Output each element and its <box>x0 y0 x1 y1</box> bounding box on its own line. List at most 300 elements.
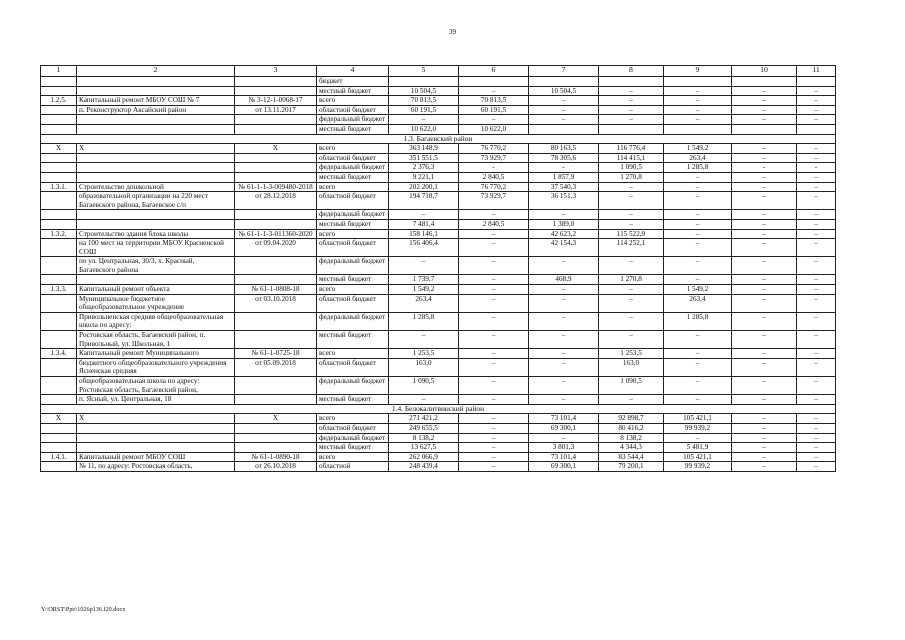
table-cell-col4: местный бюджет <box>317 395 389 405</box>
table-cell-col4: всего <box>317 285 389 295</box>
table-cell-col2: Х <box>77 144 235 154</box>
table-cell-col1 <box>41 294 77 312</box>
table-cell-col8: – <box>599 182 664 192</box>
header-cell: 9 <box>664 66 732 77</box>
table-cell-col5: 194 718,7 <box>389 192 459 210</box>
table-cell-col8: – <box>599 257 664 275</box>
table-cell-col6: – <box>459 423 529 433</box>
table-cell-col8: 4 344,3 <box>599 443 664 453</box>
table-cell-col11: – <box>797 358 836 376</box>
table-cell-col1: Х <box>41 414 77 424</box>
table-row <box>41 395 836 405</box>
table-cell-col10 <box>732 77 797 87</box>
table-cell-col5: 262 066,9 <box>389 452 459 462</box>
table-row <box>41 105 836 115</box>
table-cell-col1 <box>41 257 77 275</box>
table-cell-col2 <box>77 275 235 285</box>
table-cell-col9 <box>664 124 732 134</box>
table-cell-col2 <box>77 163 235 173</box>
table-cell-col11: – <box>797 395 836 405</box>
table-cell-col8: – <box>599 331 664 349</box>
table-cell-col6: – <box>459 377 529 395</box>
table-row <box>41 153 836 163</box>
table-cell-col10: – <box>732 257 797 275</box>
table-cell-col9: – <box>664 257 732 275</box>
table-cell-col1 <box>41 462 77 472</box>
table-cell-col3 <box>235 77 317 87</box>
table-cell-col9: – <box>664 229 732 239</box>
table-row <box>41 294 836 312</box>
table-cell-col11: – <box>797 239 836 257</box>
table-cell-col7: 1 857,9 <box>529 172 599 182</box>
table-row <box>41 443 836 453</box>
table-cell-col9: 1 285,8 <box>664 312 732 330</box>
table-cell-col6: – <box>459 358 529 376</box>
header-cell: 6 <box>459 66 529 77</box>
table-row <box>41 182 836 192</box>
table-cell-col7: 42 154,3 <box>529 239 599 257</box>
table-cell-col10: – <box>732 96 797 106</box>
table-cell-col11 <box>797 77 836 87</box>
table-cell-col6: – <box>459 312 529 330</box>
table-cell-col10: – <box>732 192 797 210</box>
table-cell-col4: федеральный бюджет <box>317 163 389 173</box>
table-row <box>41 331 836 349</box>
table-cell-col2: по ул. Центральная, 30/3, х. Красный, Багаевского района <box>77 257 235 275</box>
table-cell-col2: Строительство дошкольной <box>77 182 235 192</box>
table-cell-col10: – <box>732 172 797 182</box>
table-cell-col1 <box>41 219 77 229</box>
table-cell-col10: – <box>732 377 797 395</box>
table-cell-col5: 1 739,7 <box>389 275 459 285</box>
table-cell-col2 <box>77 210 235 220</box>
table-cell-col4: областной бюджет <box>317 423 389 433</box>
table-cell-col11: – <box>797 349 836 359</box>
table-cell-col11: – <box>797 219 836 229</box>
table-cell-col1: Х <box>41 144 77 154</box>
table-cell-col11: – <box>797 210 836 220</box>
table-cell-col11: – <box>797 423 836 433</box>
table-cell-col8: – <box>599 86 664 96</box>
table-cell-col9: – <box>664 331 732 349</box>
table-cell-col2: п. Реконструктор Аксайский район <box>77 105 235 115</box>
table-cell-col10: – <box>732 182 797 192</box>
table-cell-col11: – <box>797 192 836 210</box>
section-title: 1.3. Багаевский район <box>41 134 836 144</box>
table-cell-col3 <box>235 210 317 220</box>
table-cell-col5: – <box>389 331 459 349</box>
table-cell-col6: – <box>459 239 529 257</box>
table-cell-col11: – <box>797 294 836 312</box>
table-cell-col1 <box>41 433 77 443</box>
table-cell-col3 <box>235 115 317 125</box>
table-cell-col5: – <box>389 257 459 275</box>
table-cell-col4: местный бюджет <box>317 219 389 229</box>
table-cell-col5: 70 813,5 <box>389 96 459 106</box>
table-cell-col5: 248 439,4 <box>389 462 459 472</box>
table-cell-col4: местный бюджет <box>317 443 389 453</box>
table-row <box>41 462 836 472</box>
table-cell-col5: 271 421,2 <box>389 414 459 424</box>
table-cell-col1: 1.4.1. <box>41 452 77 462</box>
table-cell-col9 <box>664 77 732 87</box>
table-cell-col1 <box>41 77 77 87</box>
table-cell-col8: 1 253,5 <box>599 349 664 359</box>
table-row <box>41 229 836 239</box>
table-cell-col2 <box>77 433 235 443</box>
table-cell-col3 <box>235 219 317 229</box>
table-cell-col6: – <box>459 115 529 125</box>
table-cell-col3: от 13.11.2017 <box>235 105 317 115</box>
table-cell-col1 <box>41 312 77 330</box>
table-row <box>41 312 836 330</box>
table-cell-col6: 2 840,5 <box>459 219 529 229</box>
table-cell-col2 <box>77 124 235 134</box>
table-cell-col8: – <box>599 312 664 330</box>
table-cell-col10: – <box>732 153 797 163</box>
table-cell-col8: 116 776,4 <box>599 144 664 154</box>
table-cell-col10: - <box>732 163 797 173</box>
table-row <box>41 77 836 87</box>
table-cell-col4: федеральный бюджет <box>317 377 389 395</box>
table-cell-col4: федеральный бюджет <box>317 115 389 125</box>
table-cell-col10: – <box>732 275 797 285</box>
table-cell-col9: 1 549,2 <box>664 285 732 295</box>
table-cell-col8: – <box>599 395 664 405</box>
table-cell-col9: 1 285,8 <box>664 163 732 173</box>
table-cell-col8: 114 252,1 <box>599 239 664 257</box>
table-cell-col7: 78 305,6 <box>529 153 599 163</box>
table-row <box>41 210 836 220</box>
table-cell-col3 <box>235 172 317 182</box>
table-cell-col4: местный бюджет <box>317 124 389 134</box>
table-cell-col9: 99 939,2 <box>664 462 732 472</box>
table-cell-col3: № 3-12-1-0068-17 <box>235 96 317 106</box>
table-cell-col10: – <box>732 423 797 433</box>
table-cell-col3: от 03.10.2018 <box>235 294 317 312</box>
table-cell-col8: – <box>599 219 664 229</box>
table-cell-col10: – <box>732 86 797 96</box>
table-cell-col2 <box>77 153 235 163</box>
table-cell-col10: – <box>732 239 797 257</box>
table-cell-col11: – <box>797 443 836 453</box>
table-cell-col5: 1 253,5 <box>389 349 459 359</box>
table-row <box>41 423 836 433</box>
table-row <box>41 257 836 275</box>
table-cell-col6: 73 929,7 <box>459 153 529 163</box>
table-cell-col10: – <box>732 219 797 229</box>
table-cell-col10: – <box>732 229 797 239</box>
table-cell-col4: федеральный бюджет <box>317 210 389 220</box>
table-cell-col9: – <box>664 86 732 96</box>
header-cell: 3 <box>235 66 317 77</box>
table-cell-col2: п. Ясный, ул. Центральная, 18 <box>77 395 235 405</box>
table-cell-col1 <box>41 192 77 210</box>
table-row <box>41 86 836 96</box>
table-row <box>41 219 836 229</box>
table-cell-col6: – <box>459 229 529 239</box>
table-cell-col11: - <box>797 163 836 173</box>
table-cell-col11: – <box>797 96 836 106</box>
table-cell-col4: областной бюджет <box>317 358 389 376</box>
table-cell-col11: – <box>797 285 836 295</box>
table-cell-col4: федеральный бюджет <box>317 433 389 443</box>
table-cell-col6: 73 929,7 <box>459 192 529 210</box>
table-cell-col2: Капитальный ремонт объекта <box>77 285 235 295</box>
table-cell-col2 <box>77 77 235 87</box>
table-cell-col5: 202 200,1 <box>389 182 459 192</box>
table-cell-col11: – <box>797 229 836 239</box>
table-cell-col10: – <box>732 210 797 220</box>
table-cell-col2 <box>77 219 235 229</box>
table-cell-col3 <box>235 153 317 163</box>
table-cell-col4: федеральный бюджет <box>317 257 389 275</box>
table-cell-col9: 105 421,1 <box>664 414 732 424</box>
table-cell-col10: – <box>732 285 797 295</box>
table-cell-col2: № 11, по адресу: Ростовская область, <box>77 462 235 472</box>
table-cell-col10: – <box>732 414 797 424</box>
table-cell-col5: 263,4 <box>389 294 459 312</box>
table-cell-col3: № 61-1-1-3-011360-2020 <box>235 229 317 239</box>
table-cell-col8: – <box>599 285 664 295</box>
table-cell-col3: от 09.04.2020 <box>235 239 317 257</box>
table-cell-col8 <box>599 124 664 134</box>
header-cell: 10 <box>732 66 797 77</box>
table-cell-col6: 2 840,5 <box>459 172 529 182</box>
table-cell-col5: – <box>389 115 459 125</box>
table-cell-col7: 37 540,3 <box>529 182 599 192</box>
table-cell-col8: 92 898,7 <box>599 414 664 424</box>
table-cell-col8: – <box>599 105 664 115</box>
header-row <box>41 66 836 77</box>
table-cell-col7: 36 151,3 <box>529 192 599 210</box>
table-cell-col7: – <box>529 210 599 220</box>
table-cell-col4: областной бюджет <box>317 192 389 210</box>
table-cell-col11: – <box>797 462 836 472</box>
table-cell-col7: 73 101,4 <box>529 414 599 424</box>
table-cell-col7: – <box>529 349 599 359</box>
table-cell-col9: – <box>664 433 732 443</box>
table-cell-col5: 156 406,4 <box>389 239 459 257</box>
table-cell-col9: – <box>664 349 732 359</box>
table-cell-col7: 80 163,5 <box>529 144 599 154</box>
table-row <box>41 115 836 125</box>
table-cell-col2 <box>77 443 235 453</box>
table-cell-col1: 1.3.2. <box>41 229 77 239</box>
table-cell-col11: – <box>797 377 836 395</box>
table-cell-col10 <box>732 124 797 134</box>
table-cell-col5: 2 376,3 <box>389 163 459 173</box>
table-cell-col7: – <box>529 312 599 330</box>
table-cell-col1: 1.3.4. <box>41 349 77 359</box>
table-cell-col5: – <box>389 395 459 405</box>
table-cell-col6: – <box>459 294 529 312</box>
table-cell-col5: 13 627,5 <box>389 443 459 453</box>
table-cell-col3 <box>235 312 317 330</box>
table-cell-col8: 1 270,8 <box>599 275 664 285</box>
table-cell-col8: 80 416,2 <box>599 423 664 433</box>
table-cell-col11: – <box>797 172 836 182</box>
table-cell-col2: Муниципальное бюджетное общеобразовательное учреждение <box>77 294 235 312</box>
table-cell-col2: Строительство здания блока школы <box>77 229 235 239</box>
table-cell-col11: – <box>797 86 836 96</box>
table-cell-col7: 69 300,1 <box>529 462 599 472</box>
table-cell-col1 <box>41 377 77 395</box>
table-cell-col5: 249 655,5 <box>389 423 459 433</box>
table-cell-col11: – <box>797 115 836 125</box>
table-cell-col4: всего <box>317 182 389 192</box>
table-cell-col5: 9 221,1 <box>389 172 459 182</box>
table-cell-col6: 60 191,5 <box>459 105 529 115</box>
table-cell-col10: – <box>732 395 797 405</box>
table-cell-col5: 1 285,8 <box>389 312 459 330</box>
table-cell-col4: областной бюджет <box>317 105 389 115</box>
table-row <box>41 452 836 462</box>
table-cell-col9: 5 481,9 <box>664 443 732 453</box>
table-cell-col4: бюджет <box>317 77 389 87</box>
section-row <box>41 134 836 144</box>
table-cell-col4: всего <box>317 452 389 462</box>
table-cell-col11: – <box>797 153 836 163</box>
table-cell-col5: 10 622,0 <box>389 124 459 134</box>
table-cell-col1 <box>41 239 77 257</box>
table-cell-col3 <box>235 86 317 96</box>
table-cell-col1 <box>41 275 77 285</box>
table-row <box>41 124 836 134</box>
table-cell-col7: – <box>529 257 599 275</box>
header-cell: 4 <box>317 66 389 77</box>
table-cell-col7: 73 101,4 <box>529 452 599 462</box>
table-cell-col7 <box>529 124 599 134</box>
table-cell-col3: Х <box>235 414 317 424</box>
table-cell-col9: – <box>664 172 732 182</box>
table-cell-col3: № 61-1-0725-18 <box>235 349 317 359</box>
table-row <box>41 377 836 395</box>
table-cell-col1 <box>41 105 77 115</box>
table-cell-col7: – <box>529 331 599 349</box>
table-cell-col4: всего <box>317 414 389 424</box>
table-cell-col2 <box>77 115 235 125</box>
table-cell-col9: 263,4 <box>664 294 732 312</box>
table-cell-col5: 351 551,5 <box>389 153 459 163</box>
table-cell-col11: – <box>797 275 836 285</box>
table-row <box>41 349 836 359</box>
table-cell-col6: – <box>459 443 529 453</box>
table-cell-col1 <box>41 331 77 349</box>
table-cell-col5: 10 504,5 <box>389 86 459 96</box>
table-row <box>41 144 836 154</box>
table-cell-col6: – <box>459 433 529 443</box>
table-cell-col9: 263,4 <box>664 153 732 163</box>
table-cell-col7: 42 623,2 <box>529 229 599 239</box>
table-cell-col8: – <box>599 115 664 125</box>
table-cell-col8: 1 090,5 <box>599 163 664 173</box>
table-cell-col4: федеральный бюджет <box>317 312 389 330</box>
table-row <box>41 239 836 257</box>
table-cell-col2: на 100 мест на территории МБОУ Красненской СОШ <box>77 239 235 257</box>
table-cell-col10: – <box>732 349 797 359</box>
table-cell-col8 <box>599 77 664 87</box>
table-cell-col7: 3 801,3 <box>529 443 599 453</box>
table-cell-col11: – <box>797 433 836 443</box>
table-cell-col11: – <box>797 331 836 349</box>
table-cell-col9: – <box>664 192 732 210</box>
table-cell-col6: – <box>459 395 529 405</box>
table-cell-col5: 363 148,9 <box>389 144 459 154</box>
section-title: 1.4. Белокалитвинский район <box>41 404 836 414</box>
table-cell-col7 <box>529 77 599 87</box>
table-cell-col6: – <box>459 210 529 220</box>
table-cell-col10: – <box>732 443 797 453</box>
table-cell-col5: – <box>389 210 459 220</box>
table-cell-col1 <box>41 210 77 220</box>
table-row <box>41 358 836 376</box>
table-cell-col2: Капитальный ремонт МБОУ СОШ <box>77 452 235 462</box>
table-cell-col8: 115 522,9 <box>599 229 664 239</box>
header-cell: 8 <box>599 66 664 77</box>
table-cell-col2 <box>77 86 235 96</box>
table-cell-col1 <box>41 163 77 173</box>
table-cell-col6: 70 813,5 <box>459 96 529 106</box>
table-cell-col7: – <box>529 395 599 405</box>
table-cell-col1 <box>41 443 77 453</box>
table-cell-col5: 158 146,1 <box>389 229 459 239</box>
table-cell-col10: – <box>732 433 797 443</box>
table-cell-col10: – <box>732 105 797 115</box>
table-cell-col11: – <box>797 312 836 330</box>
table-cell-col9: – <box>664 105 732 115</box>
table-cell-col9: – <box>664 275 732 285</box>
table-cell-col6: 10 622,0 <box>459 124 529 134</box>
table-row <box>41 275 836 285</box>
table-cell-col7: – <box>529 294 599 312</box>
table-cell-col8: – <box>599 210 664 220</box>
table-cell-col9: – <box>664 239 732 257</box>
header-cell: 7 <box>529 66 599 77</box>
table-cell-col9: – <box>664 377 732 395</box>
table-cell-col4: всего <box>317 229 389 239</box>
table-cell-col7: 10 504,5 <box>529 86 599 96</box>
table-cell-col3: от 26.10.2018 <box>235 462 317 472</box>
table-row <box>41 172 836 182</box>
table-cell-col8: 83 544,4 <box>599 452 664 462</box>
table-cell-col6: – <box>459 257 529 275</box>
table-cell-col3 <box>235 331 317 349</box>
table-cell-col8: – <box>599 294 664 312</box>
table-cell-col8: 163,0 <box>599 358 664 376</box>
header-cell: 2 <box>77 66 235 77</box>
table-cell-col7: – <box>529 285 599 295</box>
table-cell-col4: областной бюджет <box>317 153 389 163</box>
table-cell-col11: – <box>797 414 836 424</box>
table-cell-col6: – <box>459 462 529 472</box>
table-cell-col4: областной <box>317 462 389 472</box>
table-cell-col10: – <box>732 462 797 472</box>
table-row <box>41 192 836 210</box>
table-cell-col5: 163,0 <box>389 358 459 376</box>
table-cell-col9: – <box>664 115 732 125</box>
table-cell-col7: – <box>529 433 599 443</box>
table-cell-col6 <box>459 77 529 87</box>
table-cell-col9: – <box>664 219 732 229</box>
table-cell-col2 <box>77 423 235 433</box>
table-cell-col8: 8 138,2 <box>599 433 664 443</box>
table-cell-col6: – <box>459 452 529 462</box>
table-row <box>41 96 836 106</box>
table-cell-col10: – <box>732 312 797 330</box>
table-cell-col11 <box>797 124 836 134</box>
table-cell-col11: – <box>797 452 836 462</box>
